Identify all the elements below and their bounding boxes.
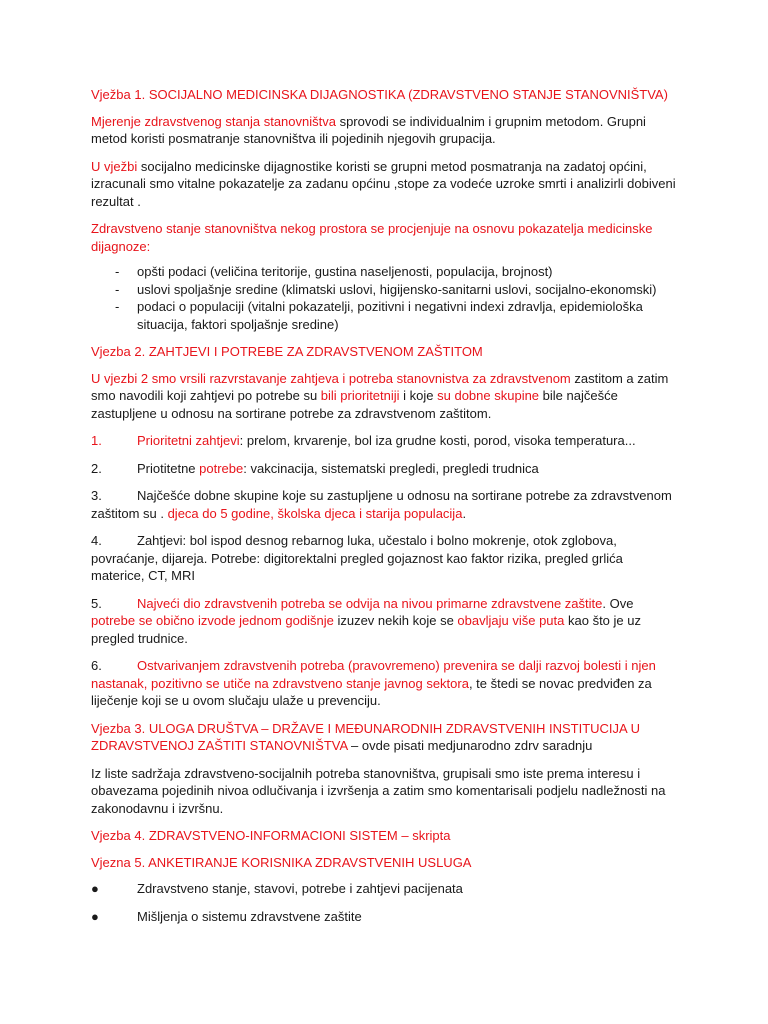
red-phrase: Ostvarivanjem zdravstvenih potreba (pravovremeno) prevenira se dalji razvoj bolesti i njen nastanak, pozitivno se utiče na zdravstveno stanje javnog sektora [91, 658, 656, 691]
bullet-item [91, 880, 678, 898]
text-span: izuzev nekih koje se [333, 613, 458, 628]
text-span: : vakcinacija, sistematski pregledi, pregledi trudnica [243, 460, 539, 476]
dash-marker: - [115, 299, 120, 314]
text-span: – ovde pisati medjunarodno zdrv saradnju [347, 738, 593, 753]
text-span: bile najčešće zastupljene u odnosu na sortirane potrebe za zdravstvenom zaštitom. [91, 388, 618, 421]
red-phrase: bili prioritetniji [320, 388, 400, 403]
text-span: i koje [399, 388, 438, 403]
exercise-5-title: Vjezna 5. ANKETIRANJE KORISNIKA ZDRAVSTVENIH USLUGA [91, 854, 472, 870]
dash-marker: - [115, 281, 120, 297]
exercise-2-title: Vjezba 2. ZAHTJEVI I POTREBE ZA ZDRAVSTVENOM ZAŠTITOM [91, 344, 483, 359]
item-number: 5. [91, 595, 102, 611]
red-phrase: Najveći dio zdravstvenih potreba se odvija na nivou primarne zdravstvene zaštite [137, 595, 603, 611]
exercise-2-intro [91, 370, 678, 423]
list-item-text: opšti podaci (veličina teritorije, gustina naseljenosti, populacija, brojnost) [137, 264, 553, 279]
text-span: socijalno medicinske dijagnostike koristi se grupni metod posmatranja na zadatoj općini, izracunali smo vitalne pokazatelje za zadanu općinu ,stope za vodeće uzroke smrti i analizirli dobiveni rezultat . [91, 158, 676, 209]
bullet-marker: ● [91, 908, 99, 924]
red-phrase: U vjezbi 2 smo vrsili razvrstavanje zahtjeva i potreba stanovnistva za zdravstvenom [91, 370, 571, 386]
bullet-item-text: Mišljenja o sistemu zdravstvene zaštite [137, 908, 362, 924]
red-phrase: obavljaju više puta [457, 613, 565, 628]
exercise-4-title: Vjezba 4. ZDRAVSTVENO-INFORMACIONI SISTEM – skripta [91, 828, 451, 843]
numbered-item-4 [91, 532, 678, 585]
bullet-marker: ● [91, 881, 99, 896]
red-phrase: potrebe [199, 460, 244, 476]
list-item-text: podaci o populaciji (vitalni pokazatelji, pozitivni i negativni indexi zdravlja, epidemiološka situacija, faktori spoljašnje sredine) [137, 299, 643, 332]
red-phrase: U vježbi [91, 158, 138, 174]
item-number: 6. [91, 658, 102, 673]
exercise-3-title [91, 720, 678, 755]
item-number: 3. [91, 488, 102, 503]
numbered-item-6 [91, 657, 678, 710]
text-span: Najčešće dobne skupine koje su zastupljene u odnosu na sortirane potrebe za zdravstvenom zaštitom su . [91, 488, 672, 521]
exercise-1-paragraph-1 [91, 113, 678, 148]
red-phrase: Vjezba 3. ULOGA DRUŠTVA – DRŽAVE I MEĐUNARODNIH ZDRAVSTVENIH INSTITUCIJA U ZDRAVSTVENOJ ZAŠTITI STANOVNIŠTVA [91, 720, 640, 753]
red-phrase: potrebe se obično izvode jednom godišnje [91, 613, 334, 628]
red-phrase: Prioritetni zahtjevi [137, 433, 240, 448]
list-item-text: uslovi spoljašnje sredine (klimatski uslovi, higijensko-sanitarni uslovi, socijalno-ekonomski) [137, 281, 657, 297]
exercise-3-body: Iz liste sadržaja zdravstveno-socijalnih potreba stanovništva, grupisali smo iste prema interesu i obavezama pojedinih nivoa odlučivanja i izvršenja a zatim smo komentarisali podjelu nadležnosti na zakonodavnu i izvršnu. [91, 765, 666, 816]
red-phrase: djeca do 5 godine, školska djeca i starija populacija [167, 505, 463, 521]
red-phrase: su dobne skupine [437, 388, 540, 403]
exercise-1-paragraph-3: Zdravstveno stanje stanovništva nekog prostora se procjenjuje na osnovu pokazatelja medicinske dijagnoze: [91, 221, 653, 254]
numbered-item-2 [91, 460, 678, 478]
item-number: 1. [91, 433, 102, 448]
text-span: , te štedi se novac predviđen za liječenje koji se u ovom slučaju ulaže u prevenciju. [91, 675, 652, 708]
text-span: Priotitetne [137, 460, 200, 476]
numbered-item-5 [91, 595, 678, 648]
text-span: . [462, 505, 467, 521]
numbered-item-1 [91, 432, 678, 450]
text-span: Zahtjevi: bol ispod desnog rebarnog luka, učestalo i bolno mokrenje, otok zglobova, povraćanje, dijareja. Potrebe: digitorektalni pregled gojaznost kao faktor rizika, pregled grlića materice, CT, MRI [91, 533, 623, 583]
exercise-1-paragraph-2 [91, 158, 678, 211]
text-span: kao što je uz pregled trudnice. [91, 613, 641, 646]
text-span: . Ove [602, 595, 634, 611]
numbered-item-3 [91, 487, 678, 522]
bullet-item-text: Zdravstveno stanje, stavovi, potrebe i zahtjevi pacijenata [137, 881, 463, 896]
red-phrase: Mjerenje zdravstvenog stanja stanovništva [91, 113, 336, 129]
dash-marker: - [115, 264, 120, 279]
text-span: sprovodi se individualnim i grupnim metodom. Grupni metod koristi posmatranje stanovništva ili pojedinih njegovih grupacija. [91, 113, 646, 146]
indicator-list [91, 263, 678, 333]
text-span: : prelom, krvarenje, bol iza grudne kosti, porod, visoka temperatura... [239, 433, 636, 448]
list-item [91, 298, 678, 333]
exercise-1-title: Vježba 1. SOCIJALNO MEDICINSKA DIJAGNOSTIKA (ZDRAVSTVENO STANJE STANOVNIŠTVA) [91, 87, 668, 102]
text-span: zastitom a zatim smo navodili koji zahtjevi po potrebe su [91, 370, 669, 403]
list-item [91, 263, 678, 281]
item-number: 2. [91, 460, 102, 476]
list-item [91, 281, 678, 299]
item-number: 4. [91, 533, 102, 548]
bullet-item [91, 908, 678, 926]
